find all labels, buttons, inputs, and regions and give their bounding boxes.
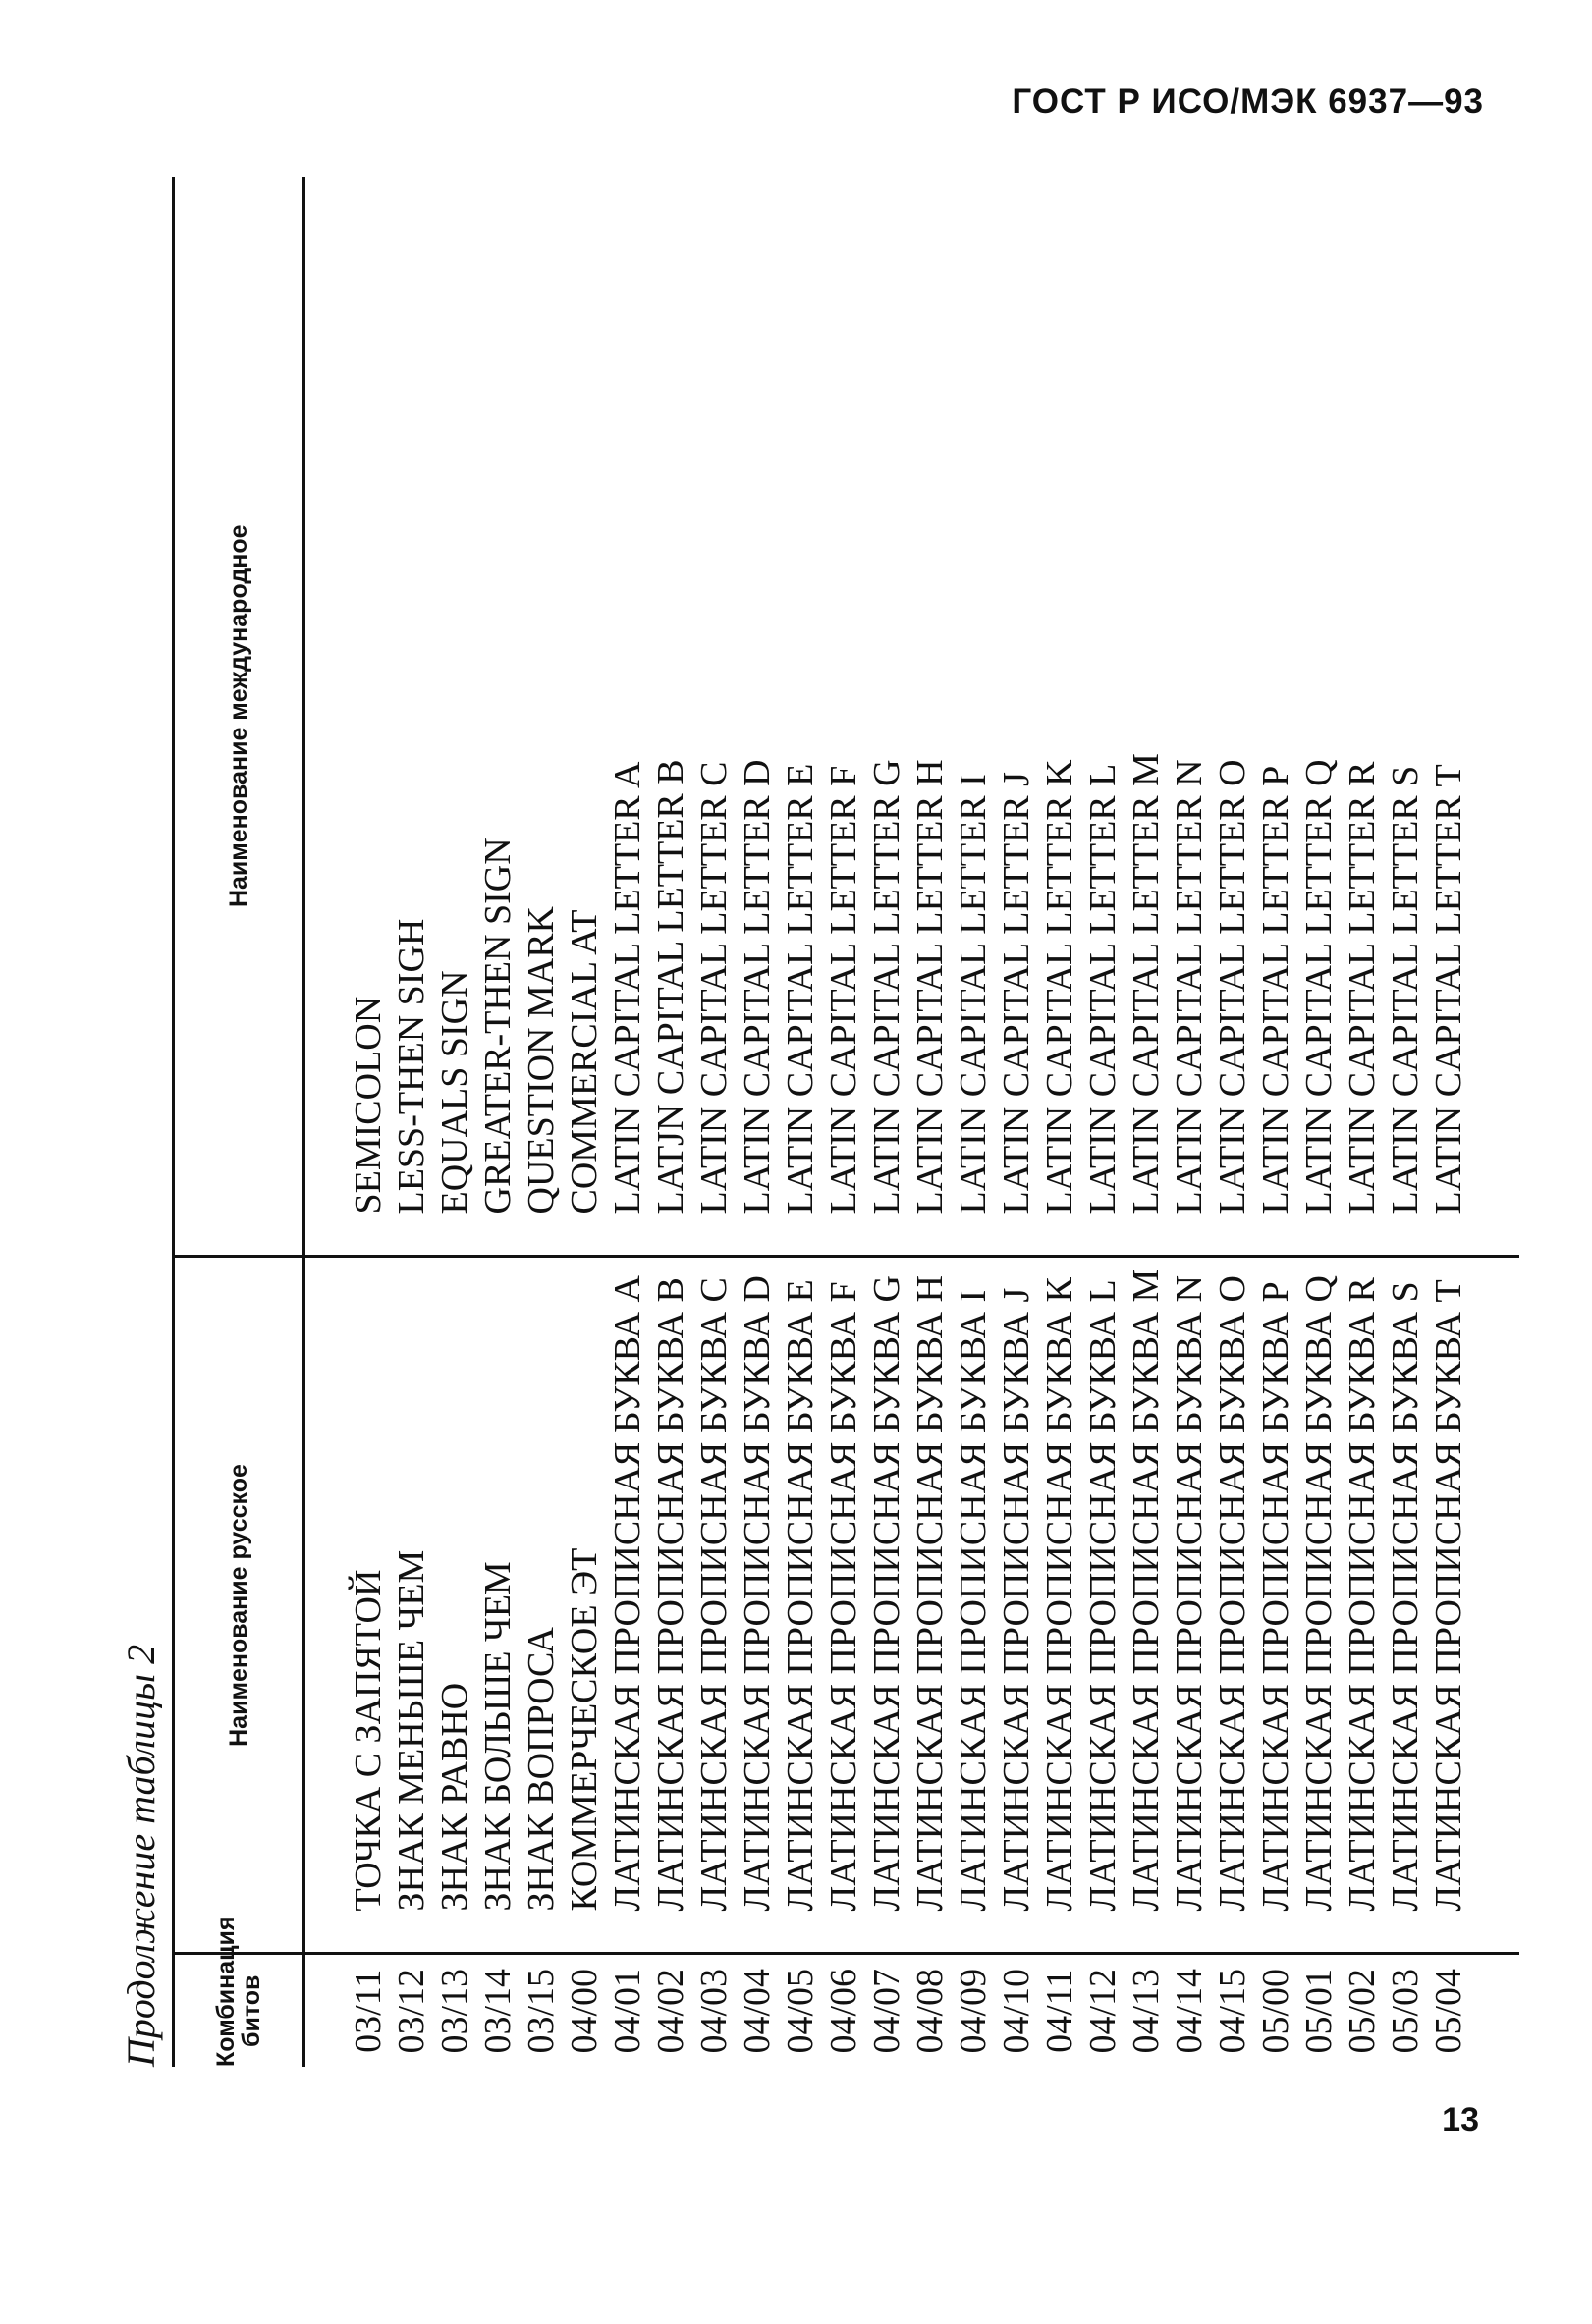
table-row bbox=[390, 177, 433, 2067]
column-header-code: Комбинация битов bbox=[174, 1954, 304, 2067]
russian-name-cell: ЛАТИНСКАЯ ПРОПИСНАЯ БУКВА N bbox=[1168, 1257, 1211, 1954]
table-row bbox=[865, 177, 908, 2067]
spacer-cell bbox=[1470, 1954, 1519, 2067]
bit-combination-cell: 04/04 bbox=[737, 1968, 778, 2054]
russian-name-cell: ЛАТИНСКАЯ ПРОПИСНАЯ БУКВА F bbox=[822, 1257, 865, 1954]
bit-combination-cell: 05/04 bbox=[1428, 1968, 1469, 2054]
table-row bbox=[606, 177, 649, 2067]
table-row bbox=[995, 177, 1038, 2067]
table-row bbox=[433, 177, 476, 2067]
table-row bbox=[1168, 177, 1211, 2067]
bit-combination-cell: 05/03 bbox=[1385, 1968, 1426, 2054]
international-name-cell: LESS-THEN SIGH bbox=[390, 177, 433, 1257]
russian-name-cell: ЛАТИНСКАЯ ПРОПИСНАЯ БУКВА Q bbox=[1297, 1257, 1341, 1954]
bit-combination-cell: 04/03 bbox=[693, 1968, 735, 2054]
character-table-block bbox=[172, 177, 1493, 2067]
russian-name-cell: ЛАТИНСКАЯ ПРОПИСНАЯ БУКВА G bbox=[865, 1257, 908, 1954]
international-name-cell: LATIN CAPITAL LETTER Q bbox=[1297, 177, 1341, 1257]
international-name-cell: EQUALS SIGN bbox=[433, 177, 476, 1257]
russian-name-cell: ЛАТИНСКАЯ ПРОПИСНАЯ БУКВА D bbox=[736, 1257, 779, 1954]
international-name-cell: COMMERCIAL AT bbox=[563, 177, 606, 1257]
table-row bbox=[908, 177, 952, 2067]
russian-name-cell: ЛАТИНСКАЯ ПРОПИСНАЯ БУКВА I bbox=[952, 1257, 995, 1954]
russian-name-cell: ЛАТИНСКАЯ ПРОПИСНАЯ БУКВА М bbox=[1125, 1257, 1168, 1954]
bit-combination-cell: 04/07 bbox=[866, 1968, 907, 2054]
international-name-cell: LATIN CAPITAL LETTER H bbox=[908, 177, 952, 1257]
russian-name-cell: ЛАТИНСКАЯ ПРОПИСНАЯ БУКВА О bbox=[1211, 1257, 1254, 1954]
rotated-table-region bbox=[118, 177, 1493, 2067]
international-name-cell: LATIN CAPITAL LETTER O bbox=[1211, 177, 1254, 1257]
international-name-cell: LATIN CAPITAL LETTER F bbox=[822, 177, 865, 1257]
table-row bbox=[822, 177, 865, 2067]
bit-combination-cell: 03/13 bbox=[434, 1968, 475, 2054]
table-row bbox=[692, 177, 736, 2067]
international-name-cell: LATIN CAPITAL LETTER P bbox=[1254, 177, 1297, 1257]
bit-combination-cell: 04/13 bbox=[1125, 1968, 1167, 2054]
bit-combination-cell: 04/02 bbox=[650, 1968, 691, 2054]
table-body bbox=[304, 177, 1520, 2067]
international-name-cell: LATIN CAPITAL LETTER G bbox=[865, 177, 908, 1257]
russian-name-cell: ЛАТИНСКАЯ ПРОПИСНАЯ БУКВА Н bbox=[908, 1257, 952, 1954]
bit-combination-cell: 04/01 bbox=[607, 1968, 648, 2054]
bit-combination-cell: 03/12 bbox=[391, 1968, 432, 2054]
table-row bbox=[1254, 177, 1297, 2067]
international-name-cell: LATIN CAPITAL LETTER L bbox=[1081, 177, 1125, 1257]
table-row bbox=[952, 177, 995, 2067]
international-name-cell: LATIN CAPITAL LETTER M bbox=[1125, 177, 1168, 1257]
international-name-cell: LATIN CAPITAL LETTER S bbox=[1384, 177, 1427, 1257]
table-spacer-row bbox=[1470, 177, 1519, 2067]
table-row bbox=[1081, 177, 1125, 2067]
international-name-cell: LATIN CAPITAL LETTER E bbox=[779, 177, 822, 1257]
russian-name-cell: ЛАТИНСКАЯ ПРОПИСНАЯ БУКВА R bbox=[1341, 1257, 1384, 1954]
bit-combination-cell: 04/09 bbox=[953, 1968, 994, 2054]
bit-combination-cell: 04/06 bbox=[823, 1968, 864, 2054]
table-row bbox=[520, 177, 563, 2067]
table-header-row bbox=[174, 177, 304, 2067]
table-row bbox=[563, 177, 606, 2067]
russian-name-cell: ЛАТИНСКАЯ ПРОПИСНАЯ БУКВА К bbox=[1038, 1257, 1081, 1954]
international-name-cell: LATIN CAPITAL LETTER N bbox=[1168, 177, 1211, 1257]
table-row bbox=[1211, 177, 1254, 2067]
document-header: ГОСТ Р ИСО/МЭК 6937—93 bbox=[1012, 82, 1484, 121]
table-row bbox=[1384, 177, 1427, 2067]
page-number: 13 bbox=[1442, 2101, 1479, 2138]
bit-combination-cell: 03/14 bbox=[477, 1968, 519, 2054]
russian-name-cell: ЛАТИНСКАЯ ПРОПИСНАЯ БУКВА Т bbox=[1427, 1257, 1470, 1954]
russian-name-cell: КОММЕРЧЕСКОЕ ЭТ bbox=[563, 1257, 606, 1954]
bit-combination-cell: 05/01 bbox=[1298, 1968, 1340, 2054]
table-row bbox=[476, 177, 520, 2067]
russian-name-cell: ТОЧКА С ЗАПЯТОЙ bbox=[304, 1257, 391, 1954]
table-row bbox=[1038, 177, 1081, 2067]
table-row bbox=[736, 177, 779, 2067]
table-row bbox=[1297, 177, 1341, 2067]
russian-name-cell: ЗНАК РАВНО bbox=[433, 1257, 476, 1954]
international-name-cell: LATIN CAPITAL LETTER T bbox=[1427, 177, 1470, 1257]
table-row bbox=[1125, 177, 1168, 2067]
international-name-cell: SEMICOLON bbox=[304, 177, 391, 1257]
bit-combination-cell: 04/05 bbox=[780, 1968, 821, 2054]
bit-combination-cell: 03/15 bbox=[521, 1968, 562, 2054]
international-name-cell: LATIN CAPITAL LETTER D bbox=[736, 177, 779, 1257]
column-header-international-name: Наименование международное bbox=[174, 177, 304, 1257]
russian-name-cell: ЗНАК МЕНЬШЕ ЧЕМ bbox=[390, 1257, 433, 1954]
spacer-cell bbox=[1470, 177, 1519, 1257]
bit-combination-cell: 04/10 bbox=[996, 1968, 1037, 2054]
international-name-cell: LATJN CAPITAL LETTER B bbox=[649, 177, 692, 1257]
russian-name-cell: ЛАТИНСКАЯ ПРОПИСНАЯ БУКВА L bbox=[1081, 1257, 1125, 1954]
spacer-cell bbox=[1470, 1257, 1519, 1954]
bit-combination-cell: 04/00 bbox=[564, 1968, 605, 2054]
russian-name-cell: ЛАТИНСКАЯ ПРОПИСНАЯ БУКВА В bbox=[649, 1257, 692, 1954]
russian-name-cell: ЛАТИНСКАЯ ПРОПИСНАЯ БУКВА Е bbox=[779, 1257, 822, 1954]
international-name-cell: LATIN CAPITAL LETTER I bbox=[952, 177, 995, 1257]
bit-combination-cell: 04/11 bbox=[1039, 1969, 1080, 2053]
international-name-cell: LATIN CAPITAL LETTER J bbox=[995, 177, 1038, 1257]
russian-name-cell: ЛАТИНСКАЯ ПРОПИСНАЯ БУКВА С bbox=[692, 1257, 736, 1954]
russian-name-cell: ЗНАК ВОПРОСА bbox=[520, 1257, 563, 1954]
russian-name-cell: ЛАТИНСКАЯ ПРОПИСНАЯ БУКВА S bbox=[1384, 1257, 1427, 1954]
international-name-cell: QUESTION MARK bbox=[520, 177, 563, 1257]
table-row bbox=[1427, 177, 1470, 2067]
international-name-cell: LATIN CAPITAL LETTER R bbox=[1341, 177, 1384, 1257]
bit-combination-cell: 03/11 bbox=[348, 1969, 389, 2053]
international-name-cell: LATIN CAPITAL LETTER K bbox=[1038, 177, 1081, 1257]
international-name-cell: LATIN CAPITAL LETTER A bbox=[606, 177, 649, 1257]
character-names-table bbox=[172, 177, 1519, 2067]
bit-combination-cell: 04/08 bbox=[909, 1968, 951, 2054]
international-name-cell: LATIN CAPITAL LETTER C bbox=[692, 177, 736, 1257]
russian-name-cell: ЛАТИНСКАЯ ПРОПИСНАЯ БУКВА Р bbox=[1254, 1257, 1297, 1954]
table-row bbox=[1341, 177, 1384, 2067]
table-row bbox=[779, 177, 822, 2067]
bit-combination-cell: 04/12 bbox=[1082, 1968, 1124, 2054]
column-header-russian-name: Наименование русское bbox=[174, 1257, 304, 1954]
international-name-cell: GREATER-THEN SIGN bbox=[476, 177, 520, 1257]
bit-combination-cell: 04/14 bbox=[1169, 1968, 1210, 2054]
table-row bbox=[304, 177, 391, 2067]
russian-name-cell: ЗНАК БОЛЬШЕ ЧЕМ bbox=[476, 1257, 520, 1954]
table-caption: Продолжение таблицы 2 bbox=[119, 1644, 163, 2067]
russian-name-cell: ЛАТИНСКАЯ ПРОПИСНАЯ БУКВА А bbox=[606, 1257, 649, 1954]
russian-name-cell: ЛАТИНСКАЯ ПРОПИСНАЯ БУКВА J bbox=[995, 1257, 1038, 1954]
bit-combination-cell: 05/02 bbox=[1342, 1968, 1383, 2054]
table-row bbox=[649, 177, 692, 2067]
bit-combination-cell: 04/15 bbox=[1212, 1968, 1253, 2054]
bit-combination-cell: 05/00 bbox=[1255, 1968, 1296, 2054]
